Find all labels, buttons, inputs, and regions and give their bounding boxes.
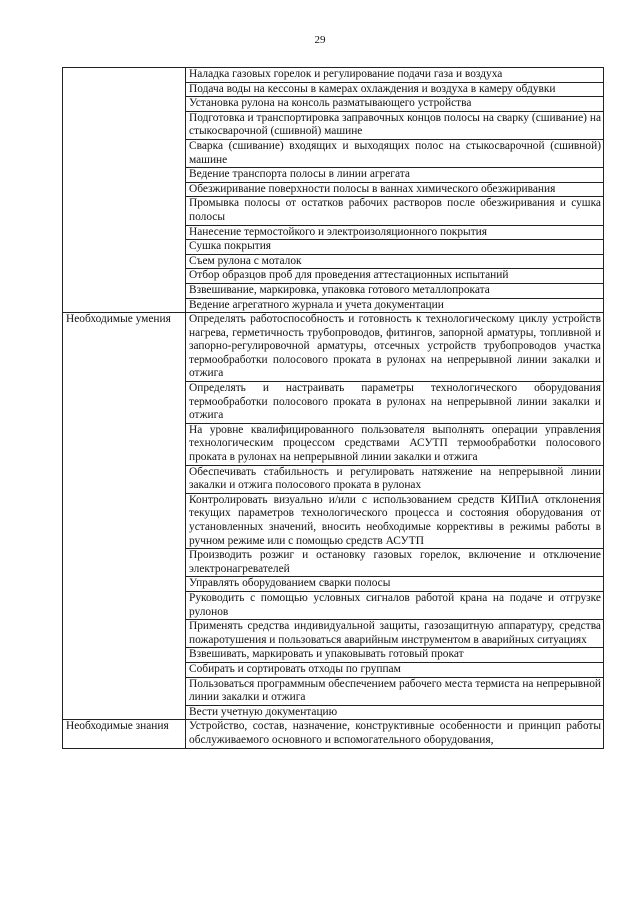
item-text: Вести учетную документацию	[189, 705, 338, 718]
item-text: Сварка (сшивание) входящих и выходящих полос на стыкосварочной (сшивной) машине	[189, 139, 601, 166]
requirements-table	[62, 67, 604, 749]
item-text: Применять средства индивидуальной защиты, газозащитную аппаратуру, средства пожаротушения и пользоваться аварийным инструментом в аварийных ситуациях	[189, 620, 601, 646]
item-text: Отбор образцов проб для проведения аттестационных испытаний	[189, 269, 509, 282]
table-cell	[186, 168, 604, 183]
item-text: Подача воды на кессоны в камерах охлаждения и воздуха в камеру обдувки	[189, 82, 556, 95]
table-cell	[186, 620, 604, 648]
item-text: Ведение агрегатного журнала и учета документации	[189, 298, 444, 311]
section-label: Необходимые умения	[63, 313, 186, 720]
item-text: Промывка полосы от остатков рабочих растворов после обезжиривания и сушка полосы	[189, 197, 601, 223]
item-text: Наладка газовых горелок и регулирование подачи газа и воздуха	[189, 68, 503, 80]
section-label: Необходимые знания	[63, 720, 186, 748]
item-text: Устройство, состав, назначение, конструктивные особенности и принцип работы обслуживаемого основного и вспомогательного оборудования,	[189, 720, 601, 746]
table-cell	[186, 423, 604, 465]
table-cell	[186, 240, 604, 255]
item-text: Сушка покрытия	[189, 240, 272, 253]
table-cell	[186, 269, 604, 284]
item-text: На уровне квалифицированного пользователя выполнять операции управления технологическим процессом средствами АСУТП термообработки полосового проката в рулонах на непрерывной линии закалки и отжига	[189, 423, 601, 464]
table-cell	[186, 577, 604, 592]
item-text: Обеспечивать стабильность и регулировать натяжение на непрерывной линии закалки и отжига полосового проката в рулонах	[189, 465, 601, 492]
item-text: Подготовка и транспортировка заправочных концов полосы на сварку (сшивание) на стыкосварочной (сшивной) машине	[189, 111, 601, 138]
item-text: Руководить с помощью условных сигналов работой крана на подаче и отгрузке рулонов	[189, 591, 601, 618]
table-cell	[186, 298, 604, 313]
item-text: Взвешивание, маркировка, упаковка готового металлопроката	[189, 283, 490, 296]
table-cell	[186, 720, 604, 748]
item-text: Производить розжиг и остановку газовых горелок, включение и отключение электронагревателей	[189, 549, 601, 575]
table-row	[63, 720, 604, 748]
table-cell	[186, 139, 604, 167]
item-text: Контролировать визуально и/или с использованием средств КИПиА отклонения текущих параметров технологического процесса и состояния оборудования от установленных значений, вносить необходимые коррективы в режимы работы в ручном режиме или с помощью средств АСУТП	[189, 493, 601, 547]
item-text: Управлять оборудованием сварки полосы	[189, 577, 391, 590]
table-cell	[186, 82, 604, 97]
table-cell	[186, 111, 604, 139]
item-text: Нанесение термостойкого и электроизоляционного покрытия	[189, 225, 488, 238]
item-text: Взвешивать, маркировать и упаковывать готовый прокат	[189, 648, 464, 661]
table-cell	[186, 591, 604, 619]
table-cell	[186, 313, 604, 382]
table-cell	[186, 382, 604, 424]
table-cell	[186, 225, 604, 240]
table-cell	[186, 68, 604, 83]
table-cell	[186, 254, 604, 269]
item-text: Съем рулона с моталок	[189, 254, 302, 267]
table-cell	[186, 465, 604, 493]
table-cell	[186, 705, 604, 720]
table-cell	[186, 182, 604, 197]
table-cell	[186, 197, 604, 225]
table-row	[63, 68, 604, 83]
item-text: Пользоваться программным обеспечением рабочего места термиста на непрерывной линии закалки и отжига	[189, 677, 601, 704]
item-text: Определять работоспособность и готовность к технологическому циклу устройств нагрева, герметичность трубопроводов, фитингов, запорной арматуры, топливной и запорно-регулировочной арматуры, отсечных устройств трубопроводов участка термообработки полосового проката в рулонах на непрерывной линии закалки и отжига	[189, 313, 601, 380]
page-number: 29	[314, 34, 326, 46]
table-cell	[186, 283, 604, 298]
item-text: Определять и настраивать параметры технологического оборудования термообработки полосового проката в рулонах на непрерывной линии закалки и отжига	[189, 382, 601, 422]
item-text: Собирать и сортировать отходы по группам	[189, 662, 401, 675]
item-text: Обезжиривание поверхности полосы в ваннах химического обезжиривания	[189, 182, 556, 195]
table-cell	[186, 648, 604, 663]
item-text: Ведение транспорта полосы в линии агрегата	[189, 168, 410, 181]
item-text: Установка рулона на консоль разматывающего устройства	[189, 97, 472, 110]
table-row	[63, 313, 604, 382]
table-cell	[186, 97, 604, 112]
table-cell	[186, 677, 604, 705]
section-label	[63, 68, 186, 313]
table-cell	[186, 662, 604, 677]
table-cell	[186, 493, 604, 548]
table-cell	[186, 549, 604, 577]
